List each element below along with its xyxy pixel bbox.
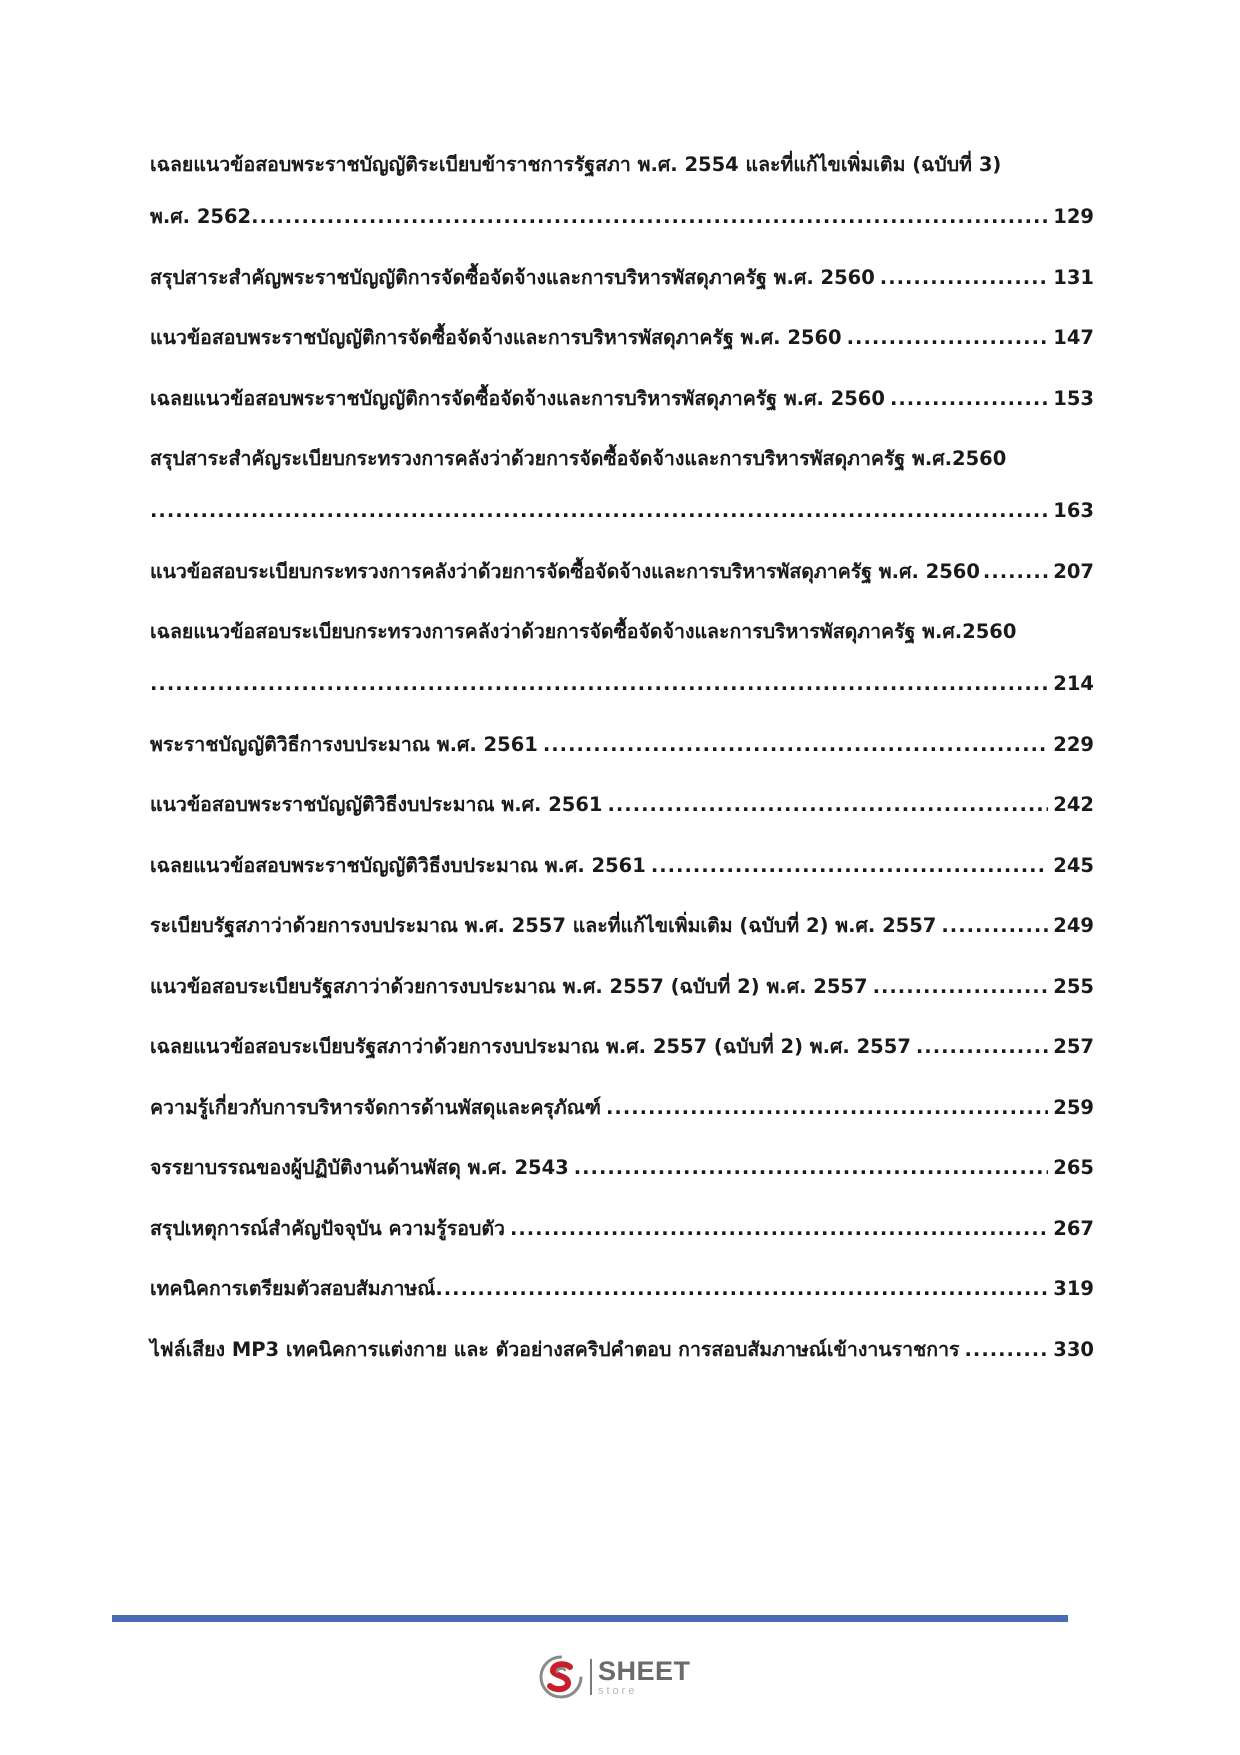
toc-entry-line (150, 790, 1094, 820)
toc-entry-title: แนวข้อสอบพระราชบัญญัติการจัดซื้อจัดจ้างและการบริหารพัสดุภาครัฐ พ.ศ. 2560 (150, 326, 842, 349)
logo-s-icon (538, 1654, 584, 1700)
toc-entry-line (150, 851, 1094, 881)
toc-entry-title: จรรยาบรรณของผู้ปฏิบัติงานด้านพัสดุ พ.ศ. 2543 (150, 1156, 569, 1179)
toc-entry-title-line1: สรุปสาระสำคัญระเบียบกระทรวงการคลังว่าด้วยการจัดซื้อจัดจ้างและการบริหารพัสดุภาครัฐ พ.ศ.2560 (150, 447, 1007, 470)
toc-entry-page: 330 (1053, 1337, 1094, 1361)
dot-leader (941, 911, 1048, 941)
toc-entry-title: พระราชบัญญัติวิธีการงบประมาณ พ.ศ. 2561 (150, 732, 538, 756)
toc-entry-title: แนวข้อสอบระเบียบกระทรวงการคลังว่าด้วยการจัดซื้อจัดจ้างและการบริหารพัสดุภาครัฐ พ.ศ. 2560 (150, 559, 980, 583)
toc-entry-page: 259 (1053, 1095, 1094, 1119)
toc-entry-line (150, 1274, 1094, 1304)
toc-entry-line (150, 1032, 1094, 1062)
toc-entry[interactable] (150, 444, 1094, 526)
logo-separator (590, 1659, 592, 1695)
toc-entry[interactable] (150, 1335, 1094, 1365)
toc-entry-line (150, 323, 1094, 353)
toc-entry[interactable] (150, 1032, 1094, 1062)
toc-entry-title: พ.ศ. 2562 (150, 205, 252, 228)
toc-entry-title: สรุปสาระสำคัญพระราชบัญญัติการจัดซื้อจัดจ้างและการบริหารพัสดุภาครัฐ พ.ศ. 2560 (150, 265, 875, 289)
logo-text: SHEET (598, 1655, 691, 1686)
toc-entry-page: 129 (1053, 205, 1094, 228)
dot-leader (543, 730, 1048, 760)
table-of-contents (150, 150, 1094, 1395)
toc-entry-line (150, 557, 1094, 587)
toc-entry-line (150, 1093, 1094, 1123)
dot-leader (510, 1214, 1048, 1244)
toc-entry[interactable] (150, 384, 1094, 414)
dot-leader (574, 1153, 1049, 1183)
toc-entry-title-line1: เฉลยแนวข้อสอบระเบียบกระทรวงการคลังว่าด้วยการจัดซื้อจัดจ้างและการบริหารพัสดุภาครัฐ พ.ศ.2560 (150, 620, 1017, 643)
toc-entry-title: สรุปเหตุการณ์สำคัญปัจจุบัน ความรู้รอบตัว (150, 1216, 505, 1240)
toc-entry[interactable] (150, 263, 1094, 293)
dot-leader (150, 496, 1048, 526)
toc-entry-page: 214 (1053, 672, 1094, 695)
toc-entry-page: 147 (1053, 326, 1094, 349)
toc-entry-title: เฉลยแนวข้อสอบระเบียบรัฐสภาว่าด้วยการงบประมาณ พ.ศ. 2557 (ฉบับที่ 2) พ.ศ. 2557 (150, 1035, 911, 1058)
toc-entry-title: เฉลยแนวข้อสอบพระราชบัญญัติวิธีงบประมาณ พ.ศ. 2561 (150, 853, 646, 877)
dot-leader (606, 1093, 1048, 1123)
toc-entry[interactable] (150, 911, 1094, 941)
toc-entry-title: ไฟล์เสียง MP3 เทคนิคการแต่งกาย และ ตัวอย่างสคริปคำตอบ การสอบสัมภาษณ์เข้างานราชการ (150, 1337, 960, 1361)
footer-divider (112, 1615, 1068, 1622)
toc-entry-page: 229 (1053, 732, 1094, 756)
dot-leader (916, 1032, 1048, 1062)
toc-entry-title: ระเบียบรัฐสภาว่าด้วยการงบประมาณ พ.ศ. 2557 และที่แก้ไขเพิ่มเติม (ฉบับที่ 2) พ.ศ. 2557 (150, 914, 937, 937)
toc-entry-page: 242 (1053, 793, 1094, 816)
toc-entry-page: 265 (1053, 1156, 1094, 1179)
toc-entry-page: 153 (1053, 386, 1094, 410)
dot-leader (880, 263, 1048, 293)
dot-leader (965, 1335, 1049, 1365)
dot-leader (435, 1274, 1048, 1304)
toc-entry-line (150, 911, 1094, 941)
dot-leader (651, 851, 1048, 881)
toc-entry-line (150, 1214, 1094, 1244)
toc-entry-line (150, 730, 1094, 760)
toc-entry[interactable] (150, 150, 1094, 232)
toc-entry-line (150, 972, 1094, 1002)
toc-entry-title: แนวข้อสอบพระราชบัญญัติวิธีงบประมาณ พ.ศ. 2561 (150, 793, 603, 816)
dot-leader (251, 202, 1048, 232)
toc-entry-line (150, 263, 1094, 293)
toc-entry[interactable] (150, 1093, 1094, 1123)
toc-entry[interactable] (150, 972, 1094, 1002)
toc-entry[interactable] (150, 1274, 1094, 1304)
dot-leader (150, 669, 1048, 699)
toc-entry[interactable] (150, 1153, 1094, 1183)
toc-entry[interactable] (150, 851, 1094, 881)
toc-entry-page: 207 (1053, 559, 1094, 583)
toc-entry[interactable] (150, 730, 1094, 760)
toc-entry[interactable] (150, 617, 1094, 699)
toc-entry-title: แนวข้อสอบระเบียบรัฐสภาว่าด้วยการงบประมาณ พ.ศ. 2557 (ฉบับที่ 2) พ.ศ. 2557 (150, 974, 868, 998)
logo-subtext: store (598, 1684, 638, 1697)
toc-entry[interactable] (150, 323, 1094, 353)
toc-entry-title: เทคนิคการเตรียมตัวสอบสัมภาษณ์ (150, 1277, 436, 1300)
toc-entry[interactable] (150, 790, 1094, 820)
dot-leader (890, 384, 1048, 414)
logo-wordmark (598, 1655, 691, 1697)
toc-entry-page: 245 (1053, 853, 1094, 877)
toc-entry-line (150, 669, 1094, 699)
dot-leader (847, 323, 1049, 353)
toc-entry[interactable] (150, 1214, 1094, 1244)
toc-entry-title: เฉลยแนวข้อสอบพระราชบัญญัติการจัดซื้อจัดจ้างและการบริหารพัสดุภาครัฐ พ.ศ. 2560 (150, 386, 885, 410)
toc-entry-title-line1: เฉลยแนวข้อสอบพระราชบัญญัติระเบียบข้าราชการรัฐสภา พ.ศ. 2554 และที่แก้ไขเพิ่มเติม (ฉบับที่ 3) (150, 153, 1002, 176)
toc-entry-page: 319 (1053, 1277, 1094, 1300)
sheet-store-logo (538, 1652, 691, 1702)
dot-leader (607, 790, 1048, 820)
toc-entry-page: 255 (1053, 974, 1094, 998)
toc-entry-page: 163 (1053, 499, 1094, 522)
toc-entry-page: 249 (1053, 914, 1094, 937)
toc-entry-line (150, 496, 1094, 526)
toc-entry-title: ความรู้เกี่ยวกับการบริหารจัดการด้านพัสดุและครุภัณฑ์ (150, 1095, 601, 1119)
dot-leader (983, 557, 1050, 587)
toc-entry-line (150, 1335, 1094, 1365)
toc-entry-line (150, 384, 1094, 414)
toc-entry-line (150, 1153, 1094, 1183)
toc-entry-page: 131 (1053, 265, 1094, 289)
toc-entry-line (150, 202, 1094, 232)
dot-leader (873, 972, 1049, 1002)
toc-entry-page: 267 (1053, 1216, 1094, 1240)
toc-entry[interactable] (150, 557, 1094, 587)
toc-entry-page: 257 (1053, 1035, 1094, 1058)
